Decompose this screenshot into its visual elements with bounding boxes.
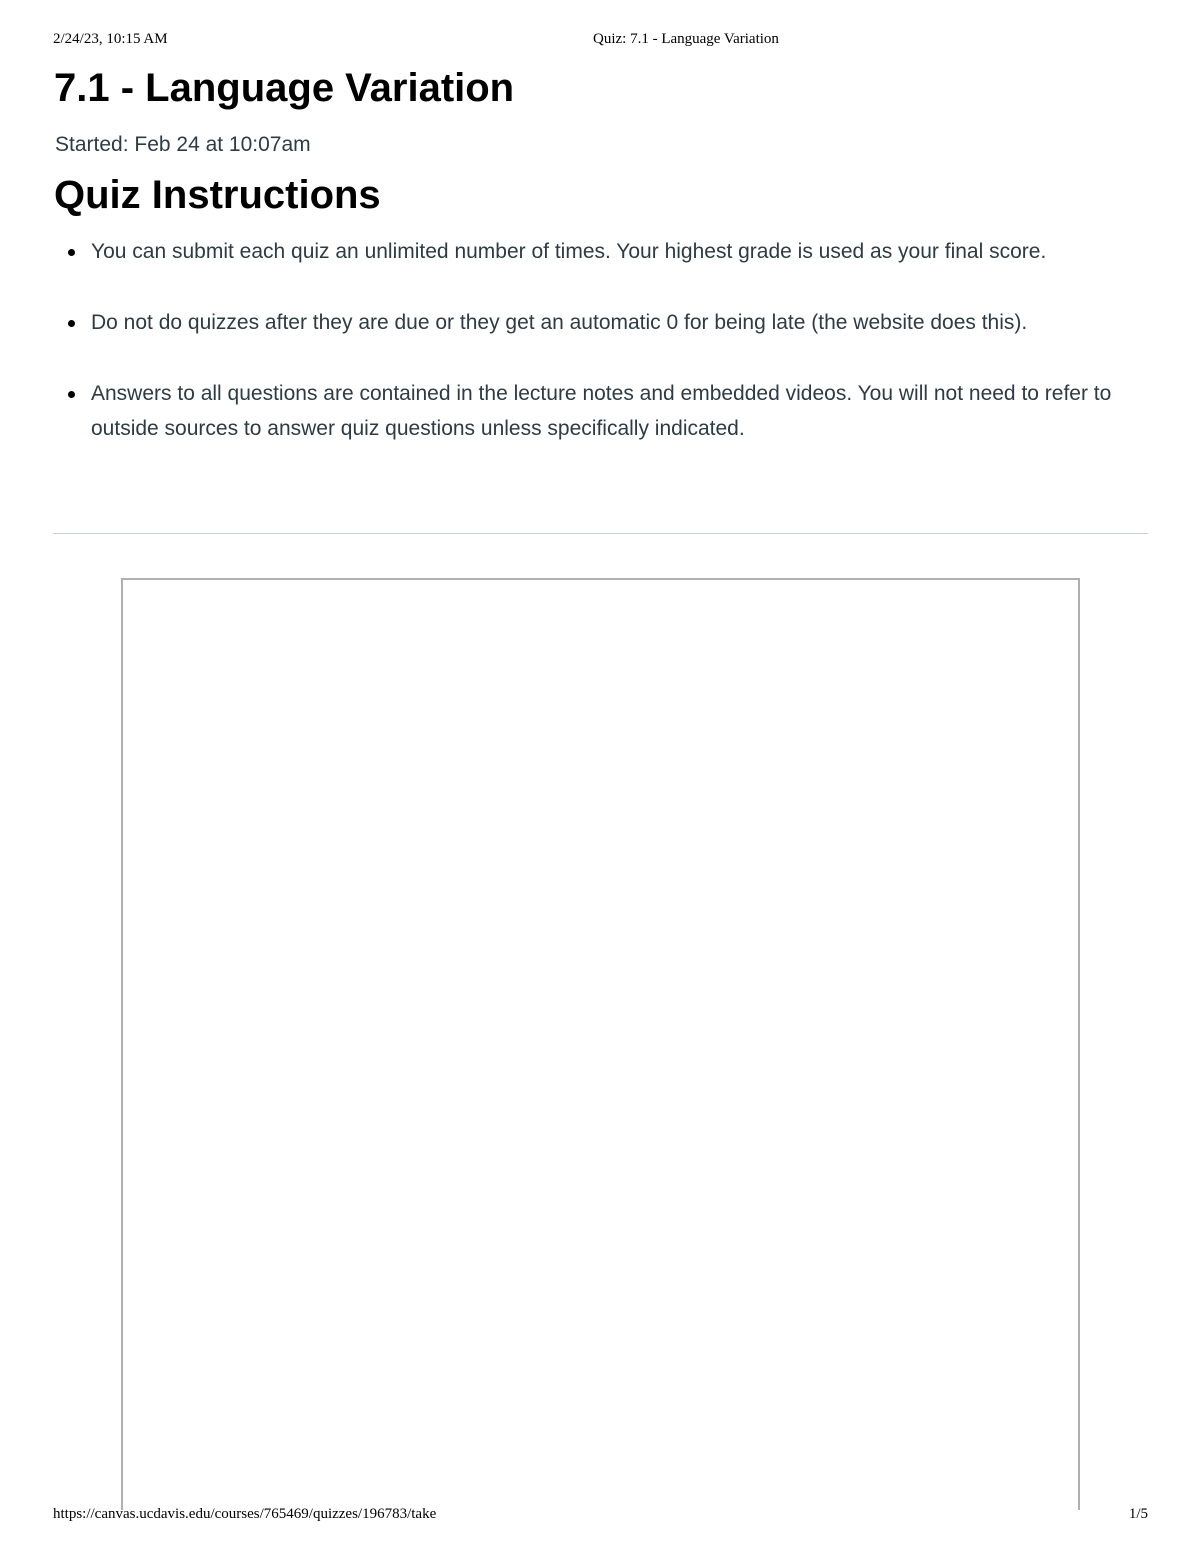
- instruction-item: [54, 234, 1139, 269]
- instruction-text: Do not do quizzes after they are due or they get an automatic 0 for being late (the website does this).: [91, 311, 1028, 334]
- print-header-title: Quiz: 7.1 - Language Variation: [593, 31, 779, 47]
- instruction-item: [54, 376, 1139, 446]
- bullet-icon: [68, 320, 75, 327]
- question-frame: [121, 578, 1080, 1510]
- quiz-started-time: Started: Feb 24 at 10:07am: [55, 133, 311, 156]
- print-footer-page-number: 1/5: [1128, 1506, 1148, 1522]
- instructions-heading: Quiz Instructions: [54, 173, 381, 217]
- instruction-text: You can submit each quiz an unlimited number of times. Your highest grade is used as your final score.: [91, 240, 1047, 263]
- print-header-datetime: 2/24/23, 10:15 AM: [53, 31, 168, 47]
- print-footer-url: https://canvas.ucdavis.edu/courses/765469/quizzes/196783/take: [53, 1506, 437, 1522]
- instructions-divider: [53, 533, 1148, 534]
- bullet-icon: [68, 249, 75, 256]
- bullet-icon: [68, 391, 75, 398]
- quiz-title: 7.1 - Language Variation: [54, 66, 515, 110]
- instruction-text: Answers to all questions are contained in the lecture notes and embedded videos. You will not need to refer to outside sources to answer quiz questions unless specifically indicated.: [91, 382, 1112, 440]
- instructions-list: [54, 234, 1139, 446]
- instruction-item: [54, 305, 1139, 340]
